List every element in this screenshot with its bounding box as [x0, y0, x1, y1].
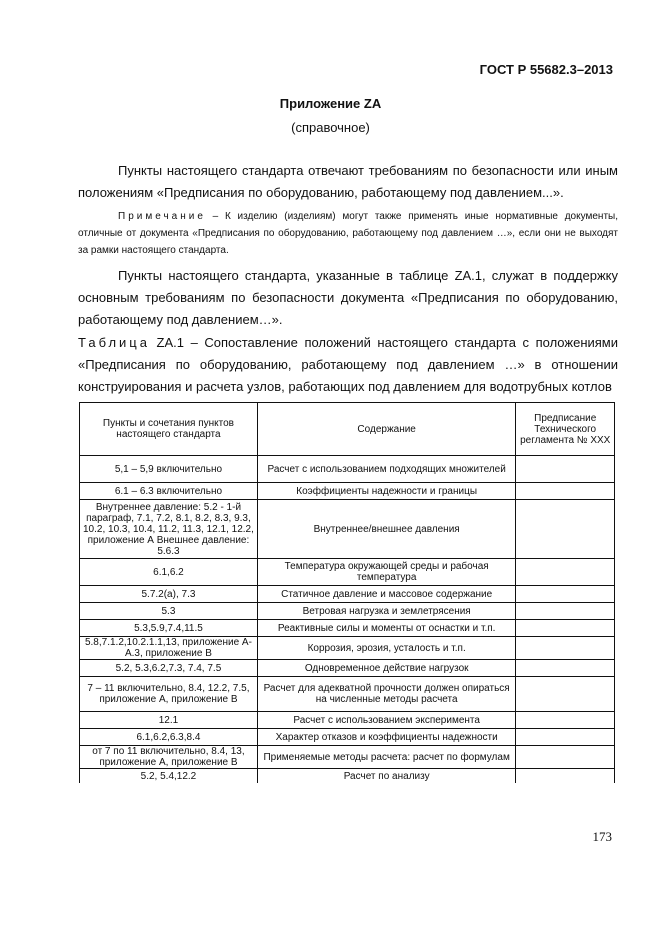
cell-regulation	[516, 712, 615, 729]
cell-content: Статичное давление и массовое содержание	[257, 586, 516, 603]
table-row	[80, 637, 615, 660]
cell-clauses: 6.1,6.2	[80, 559, 258, 586]
cell-clauses: 5.3	[80, 603, 258, 620]
cell-content: Расчет с использованием подходящих множителей	[257, 456, 516, 483]
page-number: 173	[592, 829, 612, 844]
cell-regulation	[516, 620, 615, 637]
cell-regulation	[516, 746, 615, 769]
table-row	[80, 677, 615, 712]
cell-regulation	[516, 456, 615, 483]
standard-number: ГОСТ Р 55682.3–2013	[479, 62, 613, 77]
paragraph-support: Пункты настоящего стандарта, указанные в таблице ZA.1, служат в поддержку основным требованиям по безопасности документа «Предписания по оборудованию, работающему под давлением…».	[78, 268, 618, 327]
cell-clauses: 12.1	[80, 712, 258, 729]
note	[78, 208, 618, 259]
cell-content: Коррозия, эрозия, усталость и т.п.	[257, 637, 516, 660]
cell-clauses: 5.7.2(а), 7.3	[80, 586, 258, 603]
table-row	[80, 712, 615, 729]
cell-content: Применяемые методы расчета: расчет по формулам	[257, 746, 516, 769]
cell-clauses: 5.2, 5.4,12.2	[80, 769, 258, 784]
table-row	[80, 620, 615, 637]
table-row	[80, 660, 615, 677]
cell-clauses: от 7 по 11 включительно, 8.4, 13, приложение А, приложение В	[80, 746, 258, 769]
correspondence-table	[79, 402, 615, 783]
note-text: – К изделию (изделиям) могут также применять иные нормативные документы, отличные от документа «Предписания по оборудованию, работающему под давлением …», если они не выходят за рамки настоящего стандарта.	[78, 211, 618, 256]
cell-clauses: 6.1,6.2,6.3,8.4	[80, 729, 258, 746]
table-row	[80, 483, 615, 500]
cell-regulation	[516, 769, 615, 784]
cell-clauses: Внутреннее давление: 5.2 - 1-й параграф, 7.1, 7.2, 8.1, 8.2, 8.3, 9.3, 10.2, 10.3, 10.4, 11.2, 11.3, 12.1, 12.2, приложение А Внешнее давление: 5.6.3	[80, 500, 258, 559]
table-row	[80, 729, 615, 746]
cell-clauses: 5.2, 5.3,6.2,7.3, 7.4, 7.5	[80, 660, 258, 677]
table-row	[80, 603, 615, 620]
cell-regulation	[516, 500, 615, 559]
table-row	[80, 500, 615, 559]
cell-regulation	[516, 729, 615, 746]
table-caption-text: ZA.1 – Сопоставление положений настоящего стандарта с положениями «Предписания по оборудованию, работающему под давлением …» в отношении конструирования и расчета узлов, работающих под давлением для водотрубных котлов	[78, 335, 618, 394]
table-row	[80, 559, 615, 586]
cell-regulation	[516, 586, 615, 603]
cell-regulation	[516, 637, 615, 660]
cell-regulation	[516, 677, 615, 712]
cell-regulation	[516, 603, 615, 620]
cell-content: Реактивные силы и моменты от оснастки и т.п.	[257, 620, 516, 637]
cell-content: Коэффициенты надежности и границы	[257, 483, 516, 500]
paragraph-compliance: Пункты настоящего стандарта отвечают требованиям по безопасности или иным положениям «Предписания по оборудованию, работающему под давлением...».	[78, 163, 618, 200]
table-caption	[78, 332, 618, 398]
header-content: Содержание	[257, 403, 516, 456]
cell-regulation	[516, 559, 615, 586]
cell-clauses: 7 – 11 включительно, 8.4, 12.2, 7.5, приложение А, приложение В	[80, 677, 258, 712]
cell-clauses: 5,1 – 5,9 включительно	[80, 456, 258, 483]
appendix-title: Приложение ZA	[279, 96, 382, 111]
header-clauses: Пункты и сочетания пунктов настоящего стандарта	[80, 403, 258, 456]
appendix-subtitle: (справочное)	[291, 120, 370, 135]
note-label: Примечание	[118, 211, 206, 222]
table-caption-label: Таблица	[78, 335, 150, 350]
table-header-row	[80, 403, 615, 456]
cell-regulation	[516, 483, 615, 500]
cell-content: Температура окружающей среды и рабочая температура	[257, 559, 516, 586]
table-row	[80, 586, 615, 603]
cell-content: Ветровая нагрузка и землетрясения	[257, 603, 516, 620]
cell-clauses: 5.8,7.1.2,10.2.1.1,13, приложение А-А.3, приложение В	[80, 637, 258, 660]
cell-content: Одновременное действие нагрузок	[257, 660, 516, 677]
cell-content: Характер отказов и коэффициенты надежности	[257, 729, 516, 746]
cell-clauses: 6.1 – 6.3 включительно	[80, 483, 258, 500]
header-regulation: Предписание Технического регламента № XXX	[516, 403, 615, 456]
table-row	[80, 456, 615, 483]
table-row	[80, 769, 615, 784]
cell-clauses: 5.3,5.9,7.4,11.5	[80, 620, 258, 637]
cell-content: Расчет с использованием эксперимента	[257, 712, 516, 729]
cell-content: Внутреннее/внешнее давления	[257, 500, 516, 559]
cell-content: Расчет для адекватной прочности должен опираться на численные методы расчета	[257, 677, 516, 712]
cell-content: Расчет по анализу	[257, 769, 516, 784]
table-row	[80, 746, 615, 769]
cell-regulation	[516, 660, 615, 677]
